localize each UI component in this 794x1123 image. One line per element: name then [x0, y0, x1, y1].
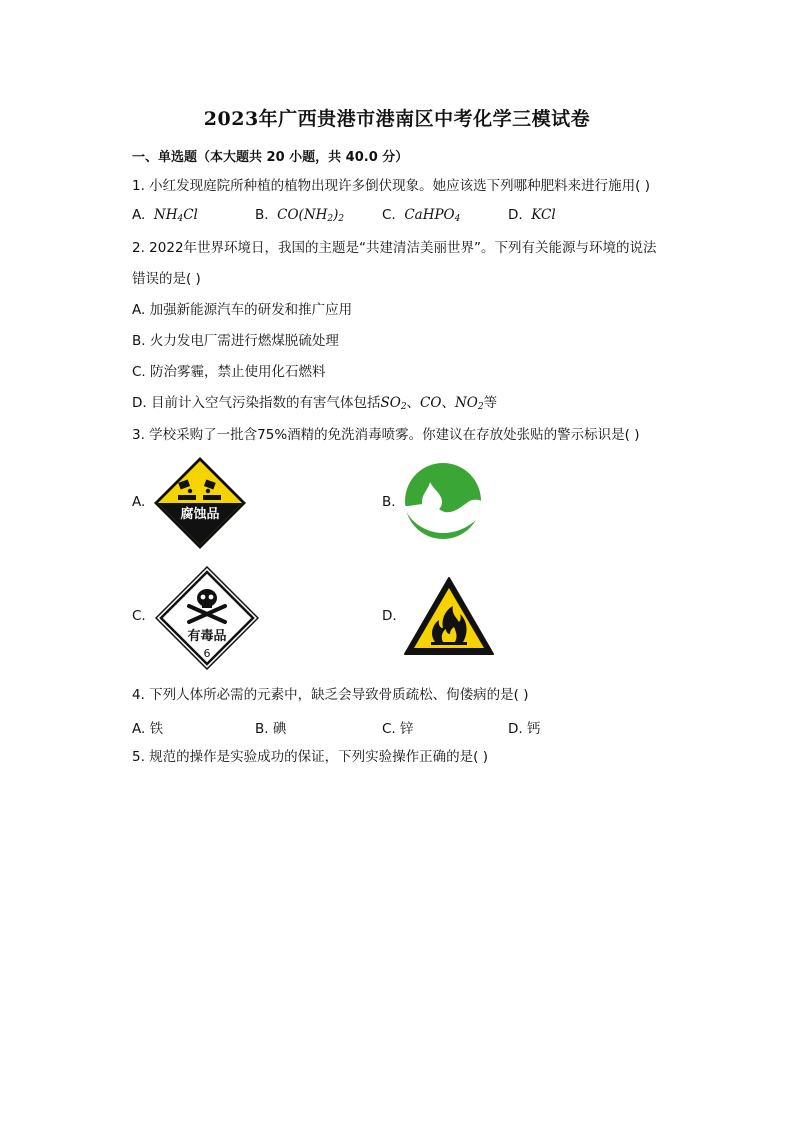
question-5-stem: 5. 规范的操作是实验成功的保证，下列实验操作正确的是( )	[132, 749, 488, 765]
q1-d-label: D.	[508, 207, 523, 223]
q2-option-d: D. 目前计入空气污染指数的有害气体包括$SO_2$、CO、$NO_2$等	[132, 395, 498, 412]
co-formula: CO	[420, 395, 442, 411]
no2-formula: $NO_2$	[454, 395, 484, 412]
water-saving-icon	[404, 462, 482, 540]
so2-formula: $SO_2$	[380, 395, 407, 412]
q1-b-label: B.	[255, 207, 269, 223]
toxic-sign-text: 有毒品	[187, 629, 227, 644]
flammable-warning-icon	[403, 576, 495, 656]
corrosive-sign-text: 腐蚀品	[180, 507, 220, 522]
q1-option-c	[382, 207, 460, 224]
q4-option-b: B. 碘	[255, 721, 287, 737]
q1-option-a	[132, 207, 198, 224]
corrosive-warning-icon	[153, 456, 247, 550]
q1-a-formula: $NH_4Cl$	[153, 207, 198, 224]
q2-option-c: C. 防治雾霾，禁止使用化石燃料	[132, 364, 326, 380]
q3-option-b-label: B.	[382, 494, 396, 510]
question-4-stem: 4. 下列人体所必需的元素中，缺乏会导致骨质疏松、佝偻病的是( )	[132, 687, 529, 703]
question-2-stem-line2: 错误的是( )	[132, 271, 201, 287]
q1-c-formula: CaHPO$_4$	[404, 207, 461, 224]
q1-b-formula: $CO(NH_2)_2$	[277, 207, 345, 224]
paper-title: 2023年广西贵港市港南区中考化学三模试卷	[203, 108, 591, 130]
q1-d-formula: KCl	[531, 207, 556, 223]
q4-option-c: C. 锌	[382, 721, 414, 737]
q1-option-b	[255, 207, 344, 224]
question-3-stem: 3. 学校采购了一批含75%酒精的免洗消毒喷雾。你建议在存放处张贴的警示标识是( )	[132, 427, 640, 443]
q1-option-d	[508, 207, 556, 223]
toxic-warning-icon	[155, 566, 259, 670]
q3-option-d-label: D.	[382, 608, 397, 624]
q3-option-a-label: A.	[132, 494, 146, 510]
question-1-stem: 1. 小红发现庭院所种植的植物出现许多倒伏现象。她应该选下列哪种肥料来进行施用( )	[132, 178, 650, 194]
q2-option-b: B. 火力发电厂需进行燃煤脱硫处理	[132, 333, 339, 349]
q1-c-label: C.	[382, 207, 396, 223]
toxic-sign-number: 6	[203, 647, 211, 660]
q4-option-a: A. 铁	[132, 721, 164, 737]
q3-option-c-label: C.	[132, 608, 146, 624]
q4-option-d: D. 钙	[508, 721, 541, 737]
q1-a-label: A.	[132, 207, 146, 223]
q2-option-a: A. 加强新能源汽车的研发和推广应用	[132, 302, 353, 318]
question-2-stem-line1: 2. 2022年世界环境日，我国的主题是“共建清洁美丽世界”。下列有关能源与环境的说法	[132, 240, 657, 256]
section-heading: 一、单选题（本大题共 20 小题，共 40.0 分）	[132, 150, 409, 165]
